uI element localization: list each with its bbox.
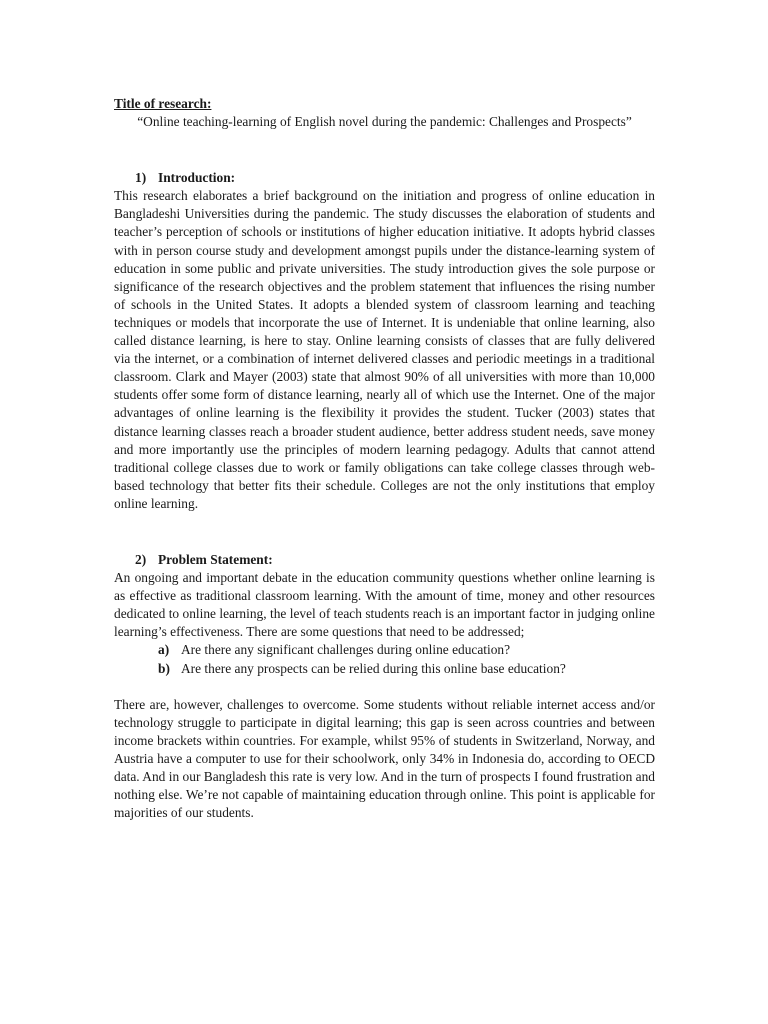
challenges-paragraph: There are, however, challenges to overcome. Some students without reliable internet access and/or technology struggle to participate in digital learning; this gap is seen across countries and between income brackets within countries. For example, whilst 95% of students in Switzerland, Norway, and Austria have a computer to use for their schoolwork, only 34% in Indonesia do, according to OECD data. And in our Bangladesh this rate is very low. And in the turn of prospects I found frustration and nothing else. We’re not capable of maintaining education through online. This point is applicable for majorities of our students. <box>114 696 655 821</box>
list-marker: b) <box>158 660 170 676</box>
title-label: Title of research: <box>114 96 212 111</box>
list-item <box>158 660 655 678</box>
problem-statement-paragraph: An ongoing and important debate in the education community questions whether online learning is as effective as traditional classroom learning. With the amount of time, money and other resources dedicated to online learning, the level of teach students reach is an important factor in judging online learning’s effectiveness. There are some questions that need to be addressed; <box>114 570 655 640</box>
question-text: Are there any prospects can be relied during this online base education? <box>181 660 566 676</box>
section-number: 1) <box>135 170 147 186</box>
section-number: 2) <box>135 551 147 567</box>
spacer <box>114 513 655 551</box>
list-marker: a) <box>158 642 170 658</box>
section-title: Problem Statement: <box>158 551 273 567</box>
question-text: Are there any significant challenges during online education? <box>181 642 511 658</box>
list-item <box>158 641 655 659</box>
section-heading-introduction <box>114 169 655 187</box>
question-list <box>114 641 655 677</box>
section-heading-problem-statement <box>114 551 655 569</box>
section-title: Introduction: <box>158 170 236 186</box>
research-title: “Online teaching-learning of English novel during the pandemic: Challenges and Prospects” <box>137 114 632 130</box>
spacer <box>114 678 655 696</box>
document-page <box>114 95 655 822</box>
introduction-paragraph: This research elaborates a brief background on the initiation and progress of online education in Bangladeshi Universities during the pandemic. The study discusses the elaboration of students and teacher’s perception of schools or institutions of higher education initiative. It adopts hybrid classes with in person course study and development amongst pupils under the distance-learning system of education in some public and private universities. The study introduction gives the sole purpose or significance of the research objectives and the problem statement that influences the rising number of schools in the United States. It adopts a blended system of classroom learning and teaching techniques or models that incorporate the use of Internet. It is undeniable that online learning, also called distance learning, is here to stay. Online learning consists of classes that are fully delivered via the internet, or a combination of internet delivered classes and periodic meetings in a traditional classroom. Clark and Mayer (2003) state that almost 90% of all universities with more than 10,000 students offer some form of distance learning, nearly all of which use the Internet. One of the major advantages of online learning is the flexibility it provides the student. Tucker (2003) states that distance learning classes reach a broader student audience, better address student needs, save money and more importantly use the principles of modern learning pedagogy. Adults that cannot attend traditional college classes due to work or family obligations can take college classes through web-based technology that better fits their schedule. Colleges are not the only institutions that employ online learning. <box>114 188 655 511</box>
spacer <box>114 131 655 169</box>
